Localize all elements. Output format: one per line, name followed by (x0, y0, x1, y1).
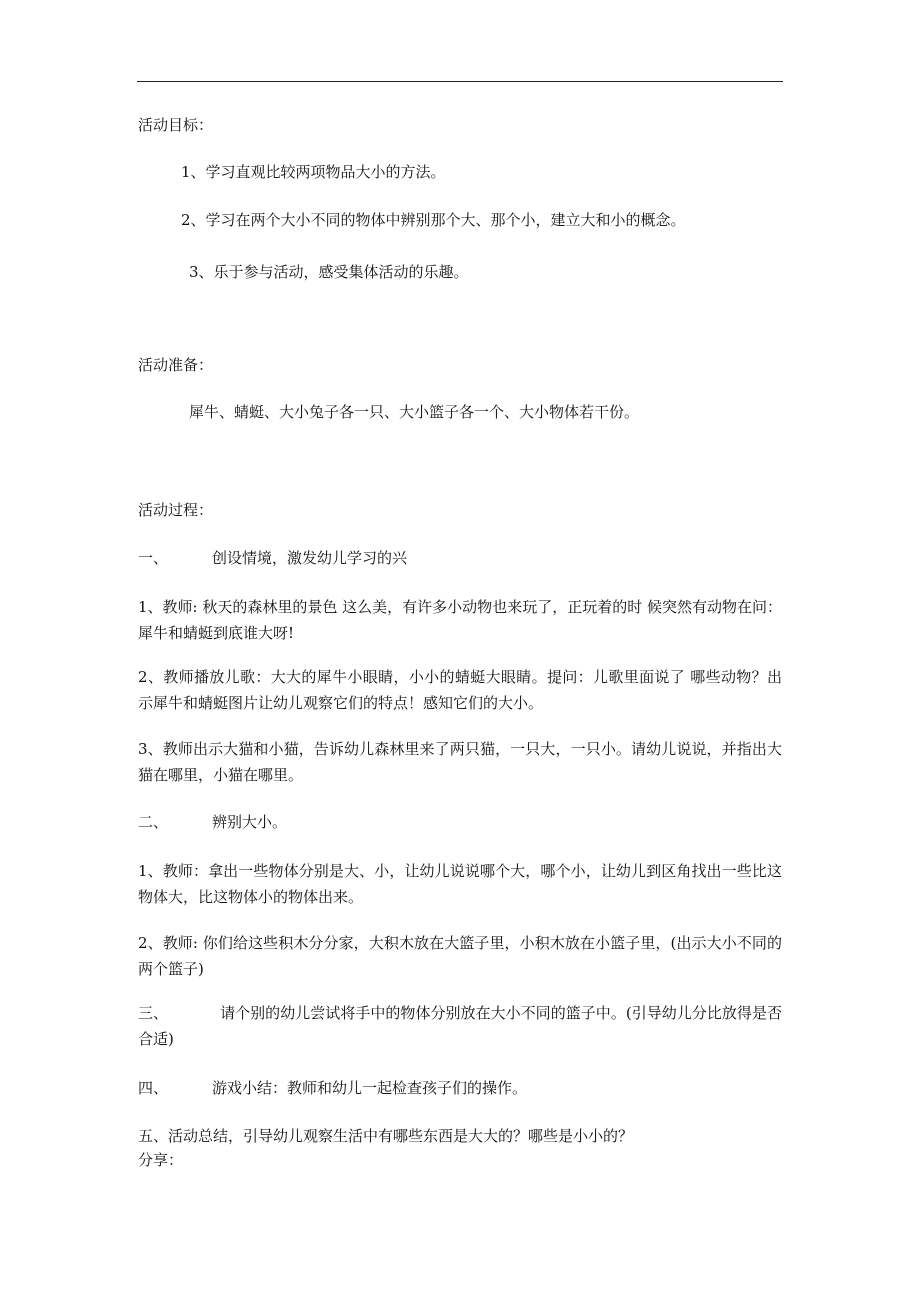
goals-heading: 活动目标： (138, 116, 214, 134)
goal-item-2: 2、学习在两个大小不同的物体中辨别那个大、那个小，建立大和小的概念。 (181, 211, 686, 229)
goal-item-1: 1、学习直观比较两项物品大小的方法。 (181, 163, 446, 181)
section1-marker: 一、 (138, 549, 169, 567)
section3-marker: 三、 (138, 1004, 169, 1022)
preparation-text: 犀牛、蜻蜓、大小兔子各一只、大小篮子各一个、大小物体若干份。 (189, 403, 640, 421)
section2-marker: 二、 (138, 813, 169, 831)
header-rule (137, 81, 783, 82)
section1-title: 创设情境，激发幼儿学习的兴 (212, 549, 408, 567)
share-label: 分享： (138, 1151, 184, 1169)
section1-paragraph-3: 3、教师出示大猫和小猫，告诉幼儿森林里来了两只猫，一只大，一只小。请幼儿说说，并指出大猫在哪里，小猫在哪里。 (138, 740, 782, 784)
preparation-heading: 活动准备： (138, 356, 214, 374)
section2-title: 辨别大小。 (212, 813, 288, 831)
process-heading: 活动过程： (138, 501, 214, 519)
section1-paragraph-2: 2、教师播放儿歌：大大的犀牛小眼睛，小小的蜻蜓大眼睛。提问：儿歌里面说了 哪些动物？出示犀牛和蜻蜓图片让幼儿观察它们的特点！感知它们的大小。 (138, 668, 782, 712)
section4-text: 游戏小结：教师和幼儿一起检查孩子们的操作。 (212, 1079, 528, 1097)
section3-text: 请个别的幼儿尝试将手中的物体分别放在大小不同的篮子中。(引导幼儿分比放得是否合适) (138, 1004, 782, 1048)
section5-text: 五、活动总结，引导幼儿观察生活中有哪些东西是大大的？哪些是小小的？ (138, 1127, 634, 1145)
section4-marker: 四、 (138, 1079, 169, 1097)
section2-paragraph-2: 2、教师: 你们给这些积木分分家，大积木放在大篮子里，小积木放在小篮子里，(出示大小不同的两个篮子) (138, 934, 782, 978)
section1-paragraph-1: 1、教师: 秋天的森林里的景色 这么美，有许多小动物也来玩了，正玩着的时 候突然有动物在问：犀牛和蜻蜓到底谁大呀! (138, 598, 782, 642)
goal-item-3: 3、乐于参与活动，感受集体活动的乐趣。 (189, 263, 469, 281)
section3-paragraph (138, 1000, 782, 1052)
section2-paragraph-1: 1、教师：拿出一些物体分别是大、小，让幼儿说说哪个大，哪个小，让幼儿到区角找出一些比这物体大，比这物体小的物体出来。 (138, 862, 782, 906)
